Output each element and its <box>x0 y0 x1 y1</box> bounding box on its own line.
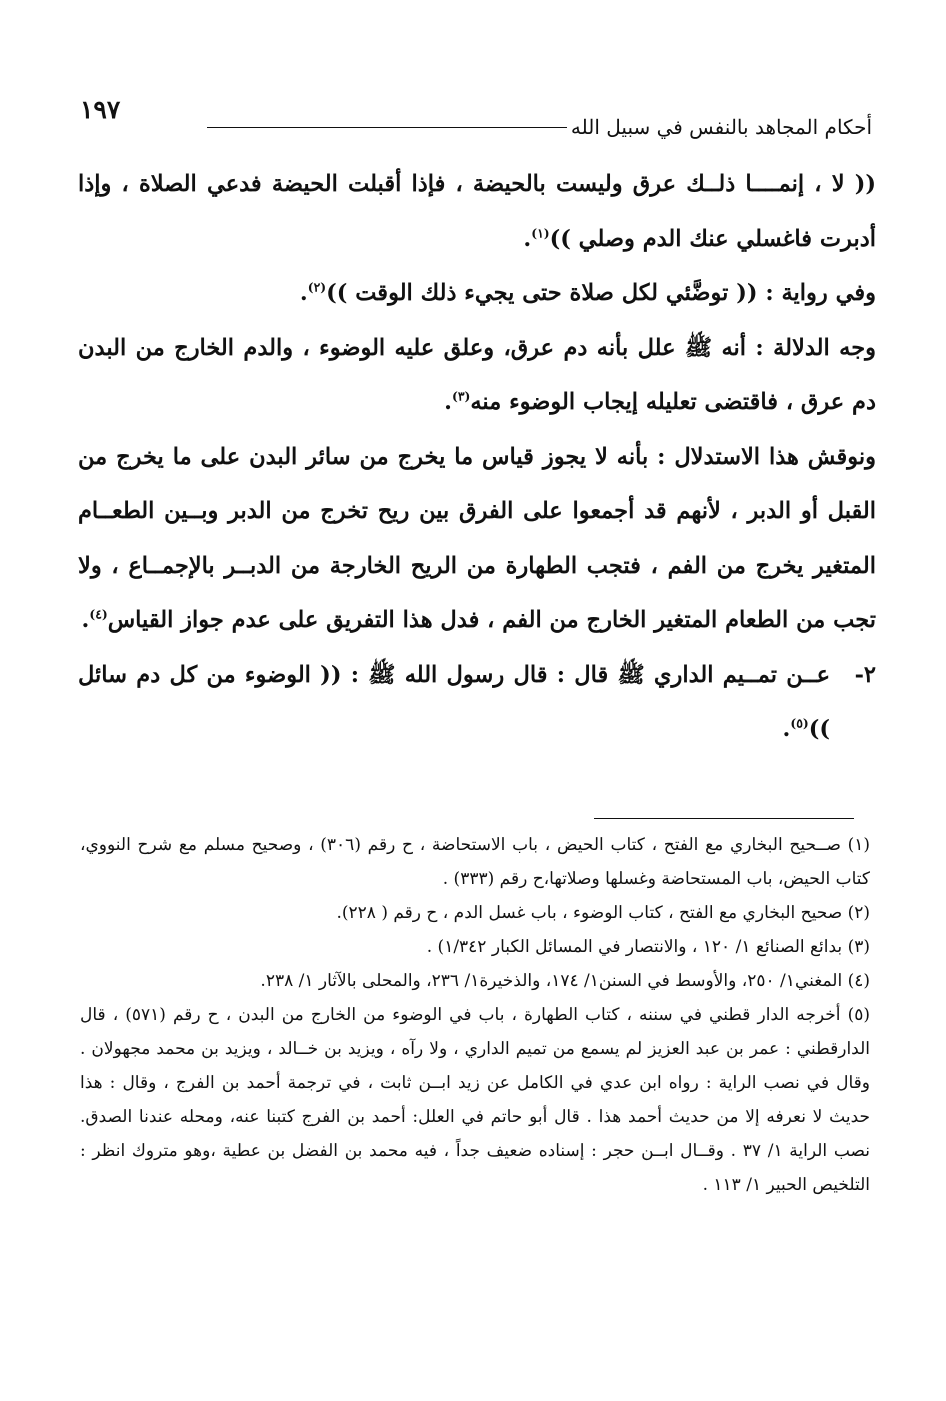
footnotes <box>80 828 870 1202</box>
footnote: (٢) صحيح البخاري مع الفتح ، كتاب الوضوء ، باب غسل الدم ، ح رقم ( ٢٢٨). <box>336 903 870 923</box>
narration-text: وفي رواية : (( توضَّئي لكل صلاة حتى يجيء ذلك الوقت )) <box>326 280 876 306</box>
objection-paragraph: ونوقش هذا الاستدلال : بأنه لا يجوز قياس ما يخرج من سائر البدن على ما يخرج من القبل أو الدبر ، لأنهم قد أجمعوا على الفرق بين ريح تخرج من الدبر وبــين الطعــام المتغير يخرج من الفم ، فتجب الطهارة من الريح الخارجة من الدبــر بالإجمــاع ، ولا تجب من الطعام المتغير الخارج من الفم ، فدل هذا التفريق على عدم جواز القياس$^{(٤)}$. <box>78 443 876 633</box>
footnote-ref: (١) <box>531 225 550 240</box>
footnote: (٣) بدائع الصنائع ١/ ١٢٠ ، والانتصار في المسائل الكبار ١/٣٤٢) . <box>426 937 870 957</box>
narration-paragraph: وفي رواية : (( توضَّئي لكل صلاة حتى يجيء ذلك الوقت ))$^{(٢)}$. <box>299 279 876 306</box>
footnote-ref: (٢) <box>307 279 327 295</box>
item-number: ٢- <box>854 661 876 688</box>
hadith-paragraph: (( لا ، إنمــــا ذلــك عرق وليست بالحيضة ، فإذا أقبلت الحيضة فدعي الصلاة ، وإذا أدبرت فاغسلي عنك الدم وصلي ))$^{(١)}$. <box>78 171 876 252</box>
header-rule <box>207 127 567 128</box>
running-title: أحكام المجاهد بالنفس في سبيل الله <box>570 115 872 139</box>
footnote-ref: (٣) <box>451 388 471 404</box>
evidence-paragraph: وجه الدلالة : أنه ﷺ علل بأنه دم عرق، وعلق عليه الوضوء ، والدم الخارج من البدن دم عرق ، فاقتضى تعليله إيجاب الوضوء منه$^{(٣)}$. <box>78 334 876 415</box>
footnote-separator <box>594 818 854 819</box>
objection-text: ونوقش هذا الاستدلال : بأنه لا يجوز قياس ما يخرج من سائر البدن على ما يخرج من القبل أو الدبر ، لأنهم قد أجمعوا على الفرق بين ريح تخرج من الدبر وبــين الطعــام المتغير يخرج من الفم ، فتجب الطهارة من الريح الخارجة من الدبــر بالإجمــاع ، ولا تجب من الطعام المتغير الخارج من الفم ، فدل هذا التفريق على عدم جواز القياس <box>78 443 876 633</box>
main-text <box>78 157 876 757</box>
evidence-text: وجه الدلالة : أنه ﷺ علل بأنه دم عرق، وعلق عليه الوضوء ، والدم الخارج من البدن دم عرق ، فاقتضى تعليله إيجاب الوضوء منه <box>78 334 876 415</box>
footnote: (١) صــحيح البخاري مع الفتح ، كتاب الحيض ، باب الاستحاضة ، ح رقم (٣٠٦) ، وصحيح مسلم مع شرح النووي، كتاب الحيض، باب المستحاضة وغسلها وصلاتها،ح رقم (٣٣٣) . <box>80 835 871 889</box>
hadith-text: (( لا ، إنمــــا ذلــك عرق وليست بالحيضة ، فإذا أقبلت الحيضة فدعي الصلاة ، وإذا أدبرت فاغسلي عنك الدم وصلي )) <box>78 171 876 252</box>
item-text: عــن تمــيم الداري ﷺ قال : قال رسول الله ﷺ : (( الوضوء من كل دم سائل )) <box>78 661 830 742</box>
footnote: (٤) المغني١/ ٢٥٠، والأوسط في السنن١/ ١٧٤، والذخيرة١/ ٢٣٦، والمحلى بالآثار ١/ ٢٣٨. <box>260 971 870 991</box>
footnote-ref: (٤) <box>89 606 108 622</box>
numbered-item <box>78 648 876 757</box>
footnote: (٥) أخرجه الدار قطني في سننه ، كتاب الطهارة ، باب في الوضوء من الخارج من البدن ، ح رقم (٥٧١) ، قال الدارقطني : عمر بن عبد العزيز لم يسمع من تميم الداري ، ولا رآه ، ويزيد بن خــالد ، ويزيد بن محمد مجهولان . وقال في نصب الراية : رواه ابن عدي في الكامل عن زيد ابــن ثابت ، في ترجمة أحمد بن الفرج ، وقال : هذا حديث لا نعرفه إلا من حديث أحمد هذا . قال أبو حاتم في العلل: أحمد بن الفرج كتبنا عنه، ومحله عندنا الصدق. نصب الراية ١/ ٣٧ . وقــال ابــن حجر : إسناده ضعيف جداً ، فيه محمد بن الفضل بن عطية ،وهو متروك انظر : التلخيص الحبير ١/ ١١٣ . <box>80 1005 871 1195</box>
page-header <box>80 95 872 145</box>
footnote-ref: (٥) <box>790 715 809 731</box>
page-number: ١٩٧ <box>80 95 121 124</box>
item-text-wrap: عــن تمــيم الداري ﷺ قال : قال رسول الله ﷺ : (( الوضوء من كل دم سائل ))$^{(٥)}$. <box>78 661 830 742</box>
